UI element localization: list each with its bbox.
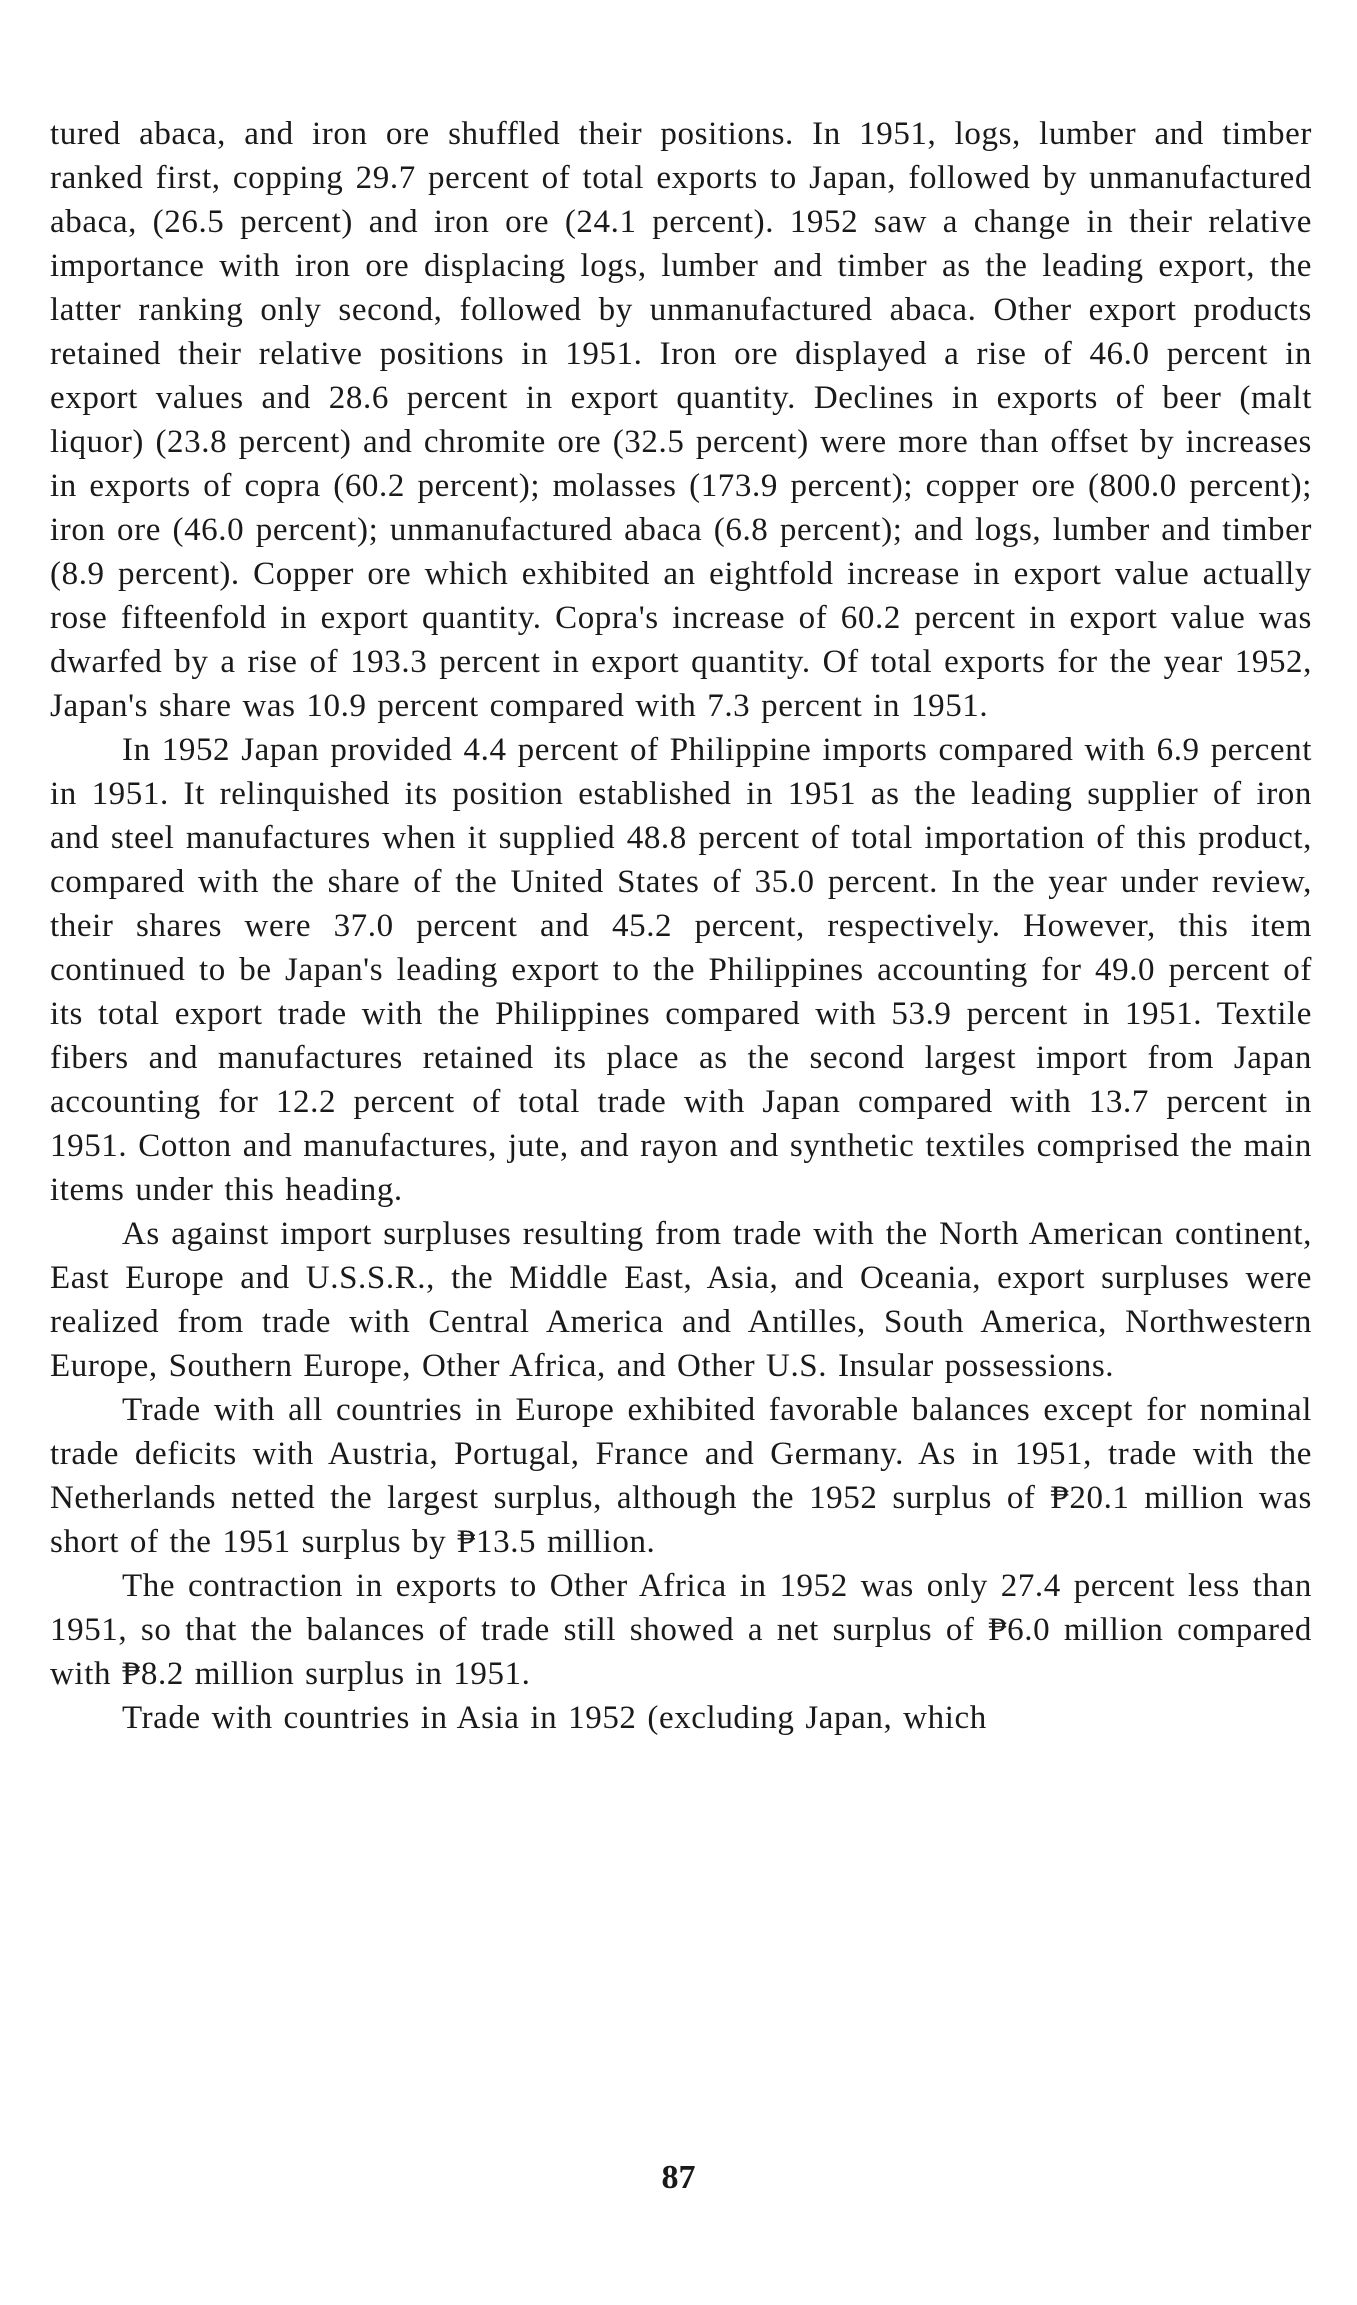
page-body: [50, 112, 1312, 1740]
paragraph-japan-imports: In 1952 Japan provided 4.4 percent of Philippine imports compared with 6.9 percent in 1951. It relinquished its position established in 1951 as the leading supplier of iron and steel manufactures when it supplied 48.8 percent of total importation of this product, compared with the share of the United States of 35.0 percent. In the year under review, their shares were 37.0 percent and 45.2 percent, respectively. However, this item continued to be Japan's leading export to the Philippines accounting for 49.0 percent of its total export trade with the Philippines compared with 53.9 percent in 1951. Textile fibers and manufactures retained its place as the second largest import from Japan accounting for 12.2 percent of total trade with Japan compared with 13.7 percent in 1951. Cotton and manufactures, jute, and rayon and synthetic textiles comprised the main items under this heading.: [50, 732, 1312, 1208]
paragraph-other-africa: The contraction in exports to Other Africa in 1952 was only 27.4 percent less than 1951, so that the balances of trade still showed a net surplus of ₱6.0 million compared with ₱8.2 million surplus in 1951.: [50, 1568, 1312, 1692]
paragraph-asia-trade: Trade with countries in Asia in 1952 (excluding Japan, which: [122, 1700, 987, 1736]
paragraph-europe-trade: Trade with all countries in Europe exhibited favorable balances except for nominal trade deficits with Austria, Portugal, France and Germany. As in 1951, trade with the Netherlands netted the largest surplus, although the 1952 surplus of ₱20.1 million was short of the 1951 surplus by ₱13.5 million.: [50, 1392, 1312, 1560]
page-number: 87: [661, 2159, 696, 2196]
paragraph-continued: tured abaca, and iron ore shuffled their positions. In 1951, logs, lumber and timber ranked first, copping 29.7 percent of total exports to Japan, followed by unmanufactured abaca, (26.5 percent) and iron ore (24.1 percent). 1952 saw a change in their relative importance with iron ore displacing logs, lumber and timber as the leading export, the latter ranking only second, followed by unmanufactured abaca. Other export products retained their relative positions in 1951. Iron ore displayed a rise of 46.0 percent in export values and 28.6 percent in export quantity. Declines in exports of beer (malt liquor) (23.8 percent) and chromite ore (32.5 percent) were more than offset by increases in exports of copra (60.2 percent); molasses (173.9 percent); copper ore (800.0 percent); iron ore (46.0 percent); unmanufactured abaca (6.8 percent); and logs, lumber and timber (8.9 percent). Copper ore which exhibited an eightfold increase in export value actually rose fifteenfold in export quantity. Copra's increase of 60.2 percent in export value was dwarfed by a rise of 193.3 percent in export quantity. Of total exports for the year 1952, Japan's share was 10.9 percent compared with 7.3 percent in 1951.: [50, 116, 1312, 724]
paragraph-surpluses: As against import surpluses resulting from trade with the North American continent, East Europe and U.S.S.R., the Middle East, Asia, and Oceania, export surpluses were realized from trade with Central America and Antilles, South America, Northwestern Europe, Southern Europe, Other Africa, and Other U.S. Insular possessions.: [50, 1216, 1312, 1384]
